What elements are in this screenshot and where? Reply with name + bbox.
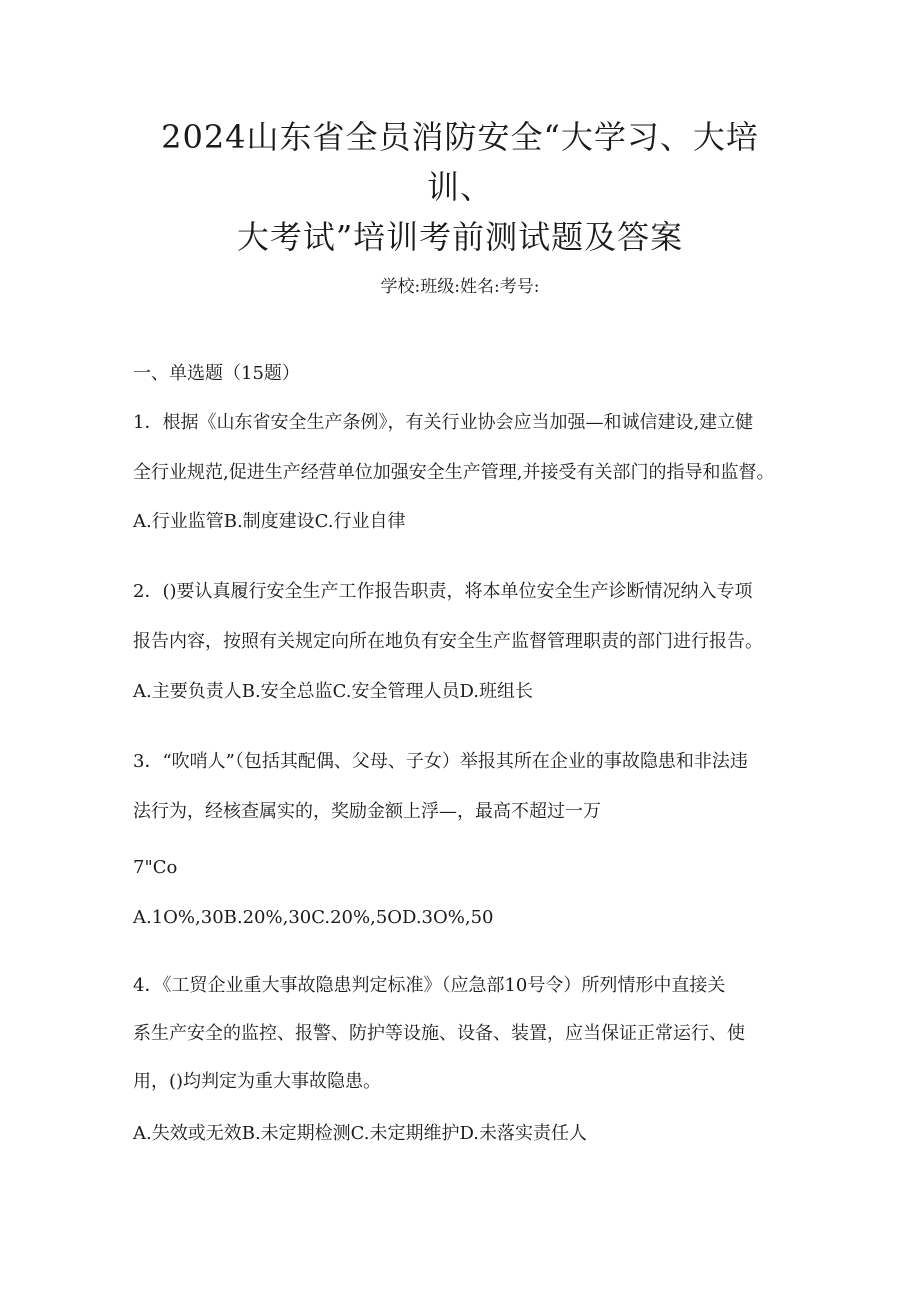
question-2-options: A.主要负责人B.安全总监C.安全管理人员D.班组长 bbox=[133, 681, 534, 702]
section-heading: 一、单选题（15题） bbox=[133, 363, 300, 384]
title-line-1: 2024山东省全员消防安全“大学习、大培 bbox=[161, 118, 759, 156]
question-1-line-1: 1．根据《山东省安全生产条例》，有关行业协会应当加强—和诚信建设,建立健 bbox=[133, 412, 754, 433]
question-1-options: A.行业监管B.制度建设C.行业自律 bbox=[133, 511, 406, 532]
question-2-line-1: 2．()要认真履行安全生产工作报告职责，将本单位安全生产诊断情况纳入专项 bbox=[133, 581, 753, 602]
question-3-line-3: 7"Co bbox=[133, 857, 178, 878]
question-3-options: A.1O%,30B.20%,30C.20%,5OD.3O%,50 bbox=[133, 907, 494, 928]
question-4-line-1: 4．《工贸企业重大事故隐患判定标准》（应急部10号令）所列情形中直接关 bbox=[133, 975, 726, 996]
question-4-line-2: 系生产安全的监控、报警、防护等设施、设备、装置，应当保证正常运行、使 bbox=[133, 1023, 745, 1044]
title-line-3: 大考试”培训考前测试题及答案 bbox=[236, 218, 684, 256]
student-info-line: 学校:班级:姓名:考号: bbox=[380, 277, 540, 297]
question-2-line-2: 报告内容，按照有关规定向所在地负有安全生产监督管理职责的部门进行报告。 bbox=[133, 631, 763, 652]
title-line-2: 训、 bbox=[426, 168, 493, 206]
question-4-line-3: 用，()均判定为重大事故隐患。 bbox=[133, 1071, 382, 1092]
question-3-line-2: 法行为，经核查属实的，奖励金额上浮—，最高不超过一万 bbox=[133, 801, 601, 822]
question-3-line-1: 3．“吹哨人”（包括其配偶、父母、子女）举报其所在企业的事故隐患和非法违 bbox=[133, 751, 748, 772]
question-1-line-2: 全行业规范,促进生产经营单位加强安全生产管理,并接受有关部门的指导和监督。 bbox=[133, 462, 775, 483]
question-4-options: A.失效或无效B.未定期检测C.未定期维护D.未落实责任人 bbox=[133, 1123, 588, 1144]
